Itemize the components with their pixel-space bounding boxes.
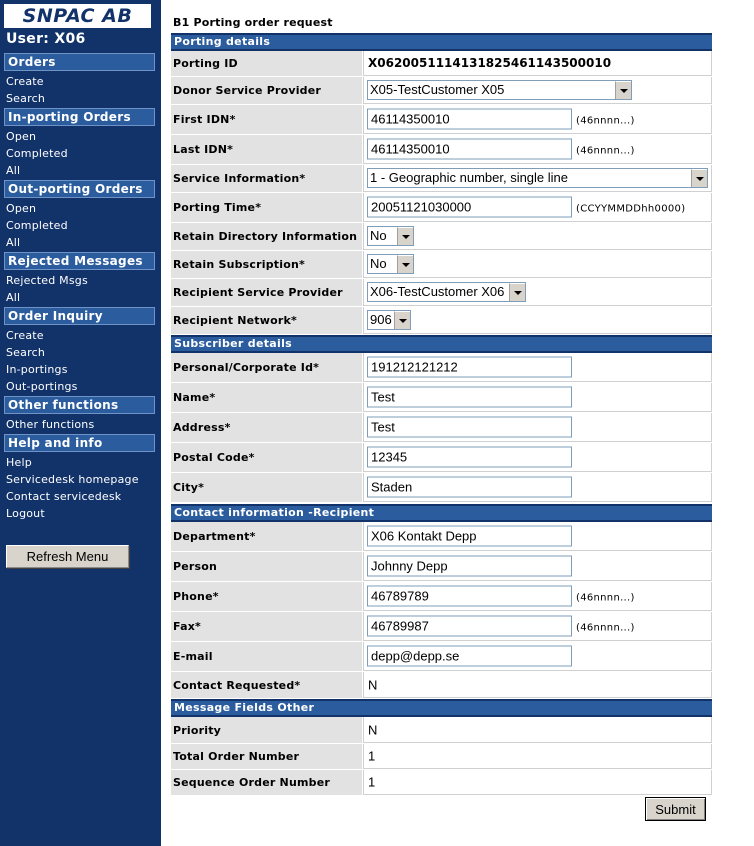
sidebar-item-rejected-msgs[interactable]: Rejected Msgs (6, 274, 88, 287)
row-recipient-sp (171, 279, 712, 307)
row-recipient-network (171, 307, 712, 335)
sidebar-item-servicedesk-homepage[interactable]: Servicedesk homepage (6, 473, 139, 486)
donor-sp-select-value: X05-TestCustomer X05 (370, 82, 505, 97)
service-info-select[interactable] (367, 168, 708, 188)
last-idn-label: Last IDN* (171, 135, 362, 164)
sidebar-section-rejected: Rejected Messages (4, 252, 155, 270)
address-input[interactable]: Test (367, 417, 572, 438)
logo-text: SNPAC AB (22, 5, 133, 27)
sidebar-item-inquiry-in-portings[interactable]: In-portings (6, 363, 68, 376)
sidebar-section-in-porting: In-porting Orders (4, 108, 155, 126)
porting-time-label: Porting Time* (171, 193, 362, 222)
donor-sp-label: Donor Service Provider (171, 77, 362, 104)
sidebar-section-order-inquiry: Order Inquiry (4, 307, 155, 325)
sidebar-item-other-functions[interactable]: Other functions (6, 418, 95, 431)
sidebar-item-rejected-all[interactable]: All (6, 291, 21, 304)
sidebar (0, 0, 161, 846)
sidebar-item-in-porting-completed[interactable]: Completed (6, 147, 68, 160)
email-input[interactable]: depp@depp.se (367, 646, 572, 667)
total-order-value: 1 (368, 748, 376, 764)
chevron-down-icon (397, 227, 413, 245)
section-header-porting: Porting details (171, 33, 712, 51)
porting-id-value: X0620051114131825461143500010 (368, 56, 612, 70)
total-order-label: Total Order Number (171, 744, 362, 769)
section-header-contact: Contact information -Recipient (171, 504, 712, 522)
row-retain-sub (171, 251, 712, 279)
recipient-network-label: Recipient Network* (171, 307, 362, 334)
priority-label: Priority (171, 717, 362, 743)
row-porting-id (171, 51, 712, 77)
priority-value: N (368, 722, 378, 737)
service-info-select-value: 1 - Geographic number, single line (370, 170, 569, 185)
fax-input[interactable]: 46789987 (367, 616, 572, 637)
row-postal-code (171, 443, 712, 473)
porting-time-input[interactable]: 20051121030000 (367, 197, 572, 218)
row-total-order (171, 744, 712, 770)
person-label: Person (171, 552, 362, 581)
retain-sub-select-value: No (370, 256, 387, 271)
sidebar-section-orders: Orders (4, 53, 155, 71)
sidebar-item-inquiry-out-portings[interactable]: Out-portings (6, 380, 78, 393)
user-label: User: X06 (6, 31, 86, 47)
row-name (171, 383, 712, 413)
department-label: Department* (171, 522, 362, 551)
sidebar-item-help[interactable]: Help (6, 456, 32, 469)
email-label: E-mail (171, 642, 362, 671)
address-label: Address* (171, 413, 362, 442)
chevron-down-icon (394, 311, 410, 329)
sidebar-item-out-porting-all[interactable]: All (6, 236, 21, 249)
recipient-sp-select[interactable] (367, 282, 526, 302)
donor-sp-select[interactable] (367, 80, 632, 100)
sidebar-item-logout[interactable]: Logout (6, 507, 45, 520)
sidebar-item-out-porting-completed[interactable]: Completed (6, 219, 68, 232)
row-service-info (171, 165, 712, 193)
porting-time-hint: (CCYYMMDDhh0000) (576, 203, 686, 215)
chevron-down-icon (509, 283, 525, 301)
row-contact-requested (171, 672, 712, 699)
service-info-label: Service Information* (171, 165, 362, 192)
recipient-sp-select-value: X06-TestCustomer X06 (370, 284, 505, 299)
first-idn-input[interactable]: 46114350010 (367, 109, 572, 130)
last-idn-hint: (46nnnn...) (576, 145, 635, 157)
row-city (171, 473, 712, 503)
row-address (171, 413, 712, 443)
chevron-down-icon (691, 169, 707, 187)
sidebar-item-contact-servicedesk[interactable]: Contact servicedesk (6, 490, 122, 503)
row-fax (171, 612, 712, 642)
row-last-idn (171, 135, 712, 165)
row-retain-dir (171, 223, 712, 251)
sequence-order-label: Sequence Order Number (171, 770, 362, 795)
submit-button[interactable]: Submit (645, 797, 706, 821)
phone-input[interactable]: 46789789 (367, 586, 572, 607)
retain-dir-select[interactable] (367, 226, 414, 246)
sidebar-item-orders-create[interactable]: Create (6, 75, 44, 88)
sidebar-section-out-porting: Out-porting Orders (4, 180, 155, 198)
department-input[interactable]: X06 Kontakt Depp (367, 526, 572, 547)
sidebar-section-other-functions: Other functions (4, 396, 155, 414)
person-input[interactable]: Johnny Depp (367, 556, 572, 577)
name-label: Name* (171, 383, 362, 412)
fax-hint: (46nnnn...) (576, 622, 635, 634)
city-input[interactable]: Staden (367, 477, 572, 498)
row-first-idn (171, 105, 712, 135)
retain-sub-label: Retain Subscription* (171, 251, 362, 278)
page-title: B1 Porting order request (173, 16, 333, 29)
first-idn-hint: (46nnnn...) (576, 115, 635, 127)
recipient-network-select[interactable] (367, 310, 411, 330)
row-personal-id (171, 353, 712, 383)
row-sequence-order (171, 770, 712, 796)
row-department (171, 522, 712, 552)
name-input[interactable]: Test (367, 387, 572, 408)
recipient-sp-label: Recipient Service Provider (171, 279, 362, 306)
contact-requested-label: Contact Requested* (171, 672, 362, 698)
section-header-message-fields: Message Fields Other (171, 699, 712, 717)
postal-code-input[interactable]: 12345 (367, 447, 572, 468)
sidebar-item-in-porting-all[interactable]: All (6, 164, 21, 177)
row-person (171, 552, 712, 582)
fax-label: Fax* (171, 612, 362, 641)
chevron-down-icon (615, 81, 631, 99)
personal-id-input[interactable]: 191212121212 (367, 357, 572, 378)
row-phone (171, 582, 712, 612)
chevron-down-icon (397, 255, 413, 273)
sidebar-item-in-porting-open[interactable]: Open (6, 130, 37, 143)
first-idn-label: First IDN* (171, 105, 362, 134)
sidebar-section-help: Help and info (4, 434, 155, 452)
contact-requested-value: N (368, 677, 378, 692)
retain-dir-select-value: No (370, 228, 387, 243)
sidebar-item-inquiry-search[interactable]: Search (6, 346, 45, 359)
row-priority (171, 717, 712, 744)
sidebar-item-inquiry-create[interactable]: Create (6, 329, 44, 342)
sequence-order-value: 1 (368, 774, 376, 790)
refresh-menu-button[interactable]: Refresh Menu (6, 545, 129, 568)
logo (4, 4, 151, 28)
last-idn-input[interactable]: 46114350010 (367, 139, 572, 160)
row-porting-time (171, 193, 712, 223)
sidebar-item-out-porting-open[interactable]: Open (6, 202, 37, 215)
city-label: City* (171, 473, 362, 502)
phone-label: Phone* (171, 582, 362, 611)
section-header-subscriber: Subscriber details (171, 335, 712, 353)
sidebar-item-orders-search[interactable]: Search (6, 92, 45, 105)
retain-dir-label: Retain Directory Information (171, 223, 362, 250)
row-email (171, 642, 712, 672)
recipient-network-select-value: 906 (370, 312, 392, 327)
phone-hint: (46nnnn...) (576, 592, 635, 604)
row-donor-sp (171, 77, 712, 105)
porting-id-label: Porting ID (171, 51, 362, 76)
retain-sub-select[interactable] (367, 254, 414, 274)
personal-id-label: Personal/Corporate Id* (171, 353, 362, 382)
postal-code-label: Postal Code* (171, 443, 362, 472)
